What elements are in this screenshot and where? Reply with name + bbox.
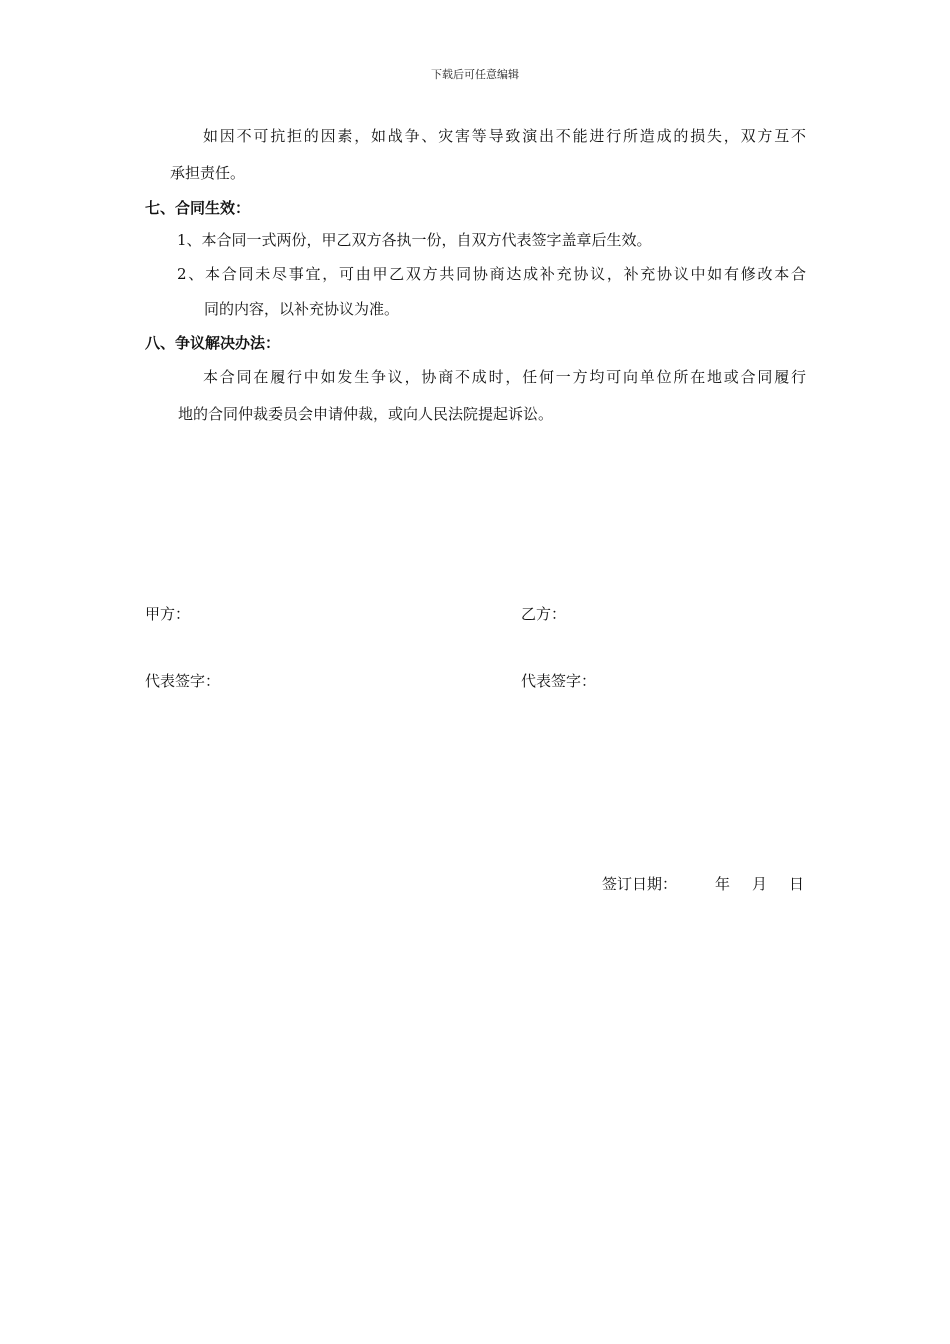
- force-majeure-line-1: 如因不可抗拒的因素，如战争、灾害等导致演出不能进行所造成的损失，双方互不: [203, 127, 806, 145]
- section-7-item-2-line-1: 2、本合同未尽事宜，可由甲乙双方共同协商达成补充协议，补充协议中如有修改本合: [177, 265, 806, 283]
- date-label: 签订日期：: [602, 875, 678, 893]
- section-8-heading: 八、争议解决办法：: [145, 334, 281, 352]
- signing-date-row: [602, 874, 804, 894]
- section-8-para-line-2: 地的合同仲裁委员会申请仲裁，或向人民法院提起诉讼。: [178, 405, 554, 423]
- year-label: 年: [715, 875, 731, 893]
- day-label: 日: [789, 875, 805, 893]
- section-7-item-1: 1、本合同一式两份，甲乙双方各执一份，自双方代表签字盖章后生效。: [177, 231, 652, 249]
- section-7-heading: 七、合同生效：: [145, 199, 251, 217]
- force-majeure-line-2: 承担责任。: [170, 164, 246, 182]
- section-7-item-2-line-2: 同的内容，以补充协议为准。: [204, 300, 400, 318]
- month-label: 月: [752, 875, 768, 893]
- party-a-rep-label: 代表签字：: [145, 672, 221, 690]
- party-b-label: 乙方：: [521, 605, 567, 623]
- section-8-para-line-1: 本合同在履行中如发生争议，协商不成时，任何一方均可向单位所在地或合同履行: [203, 368, 806, 386]
- header-note: 下载后可任意编辑: [431, 68, 519, 81]
- party-a-label: 甲方：: [145, 605, 191, 623]
- party-b-rep-label: 代表签字：: [521, 672, 597, 690]
